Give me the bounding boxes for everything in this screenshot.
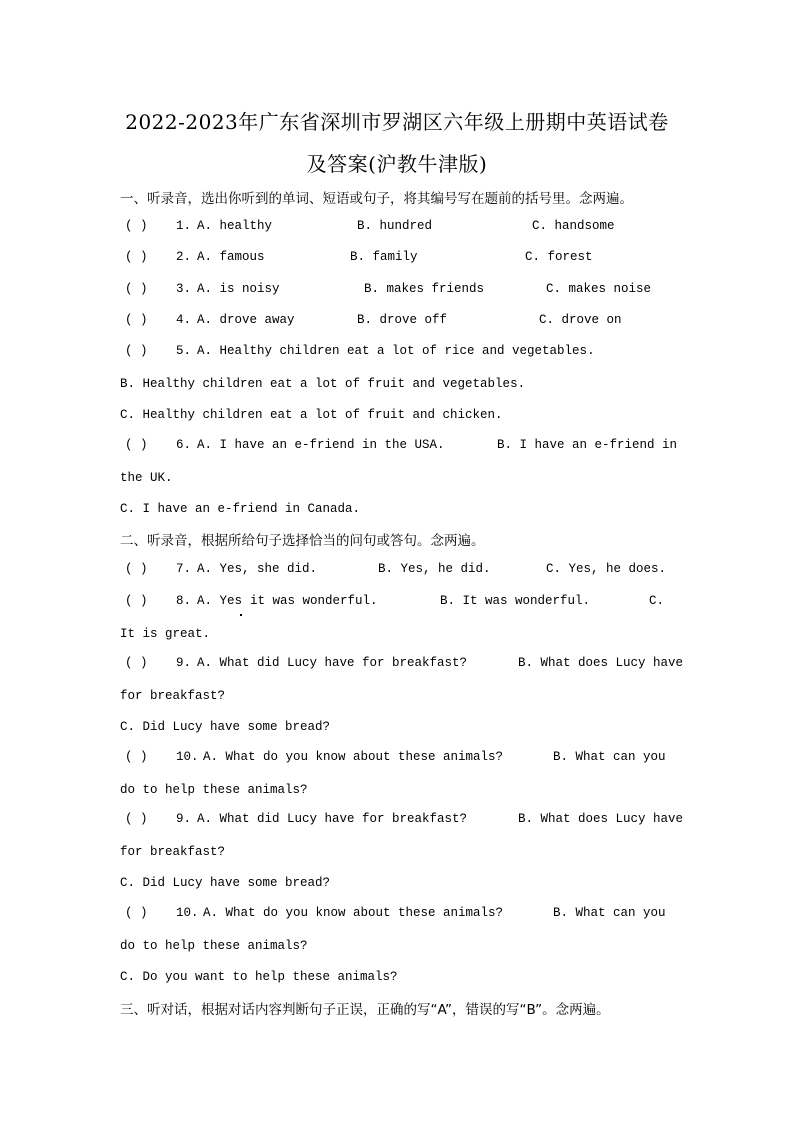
answer-bracket[interactable]: ( ): [125, 282, 148, 296]
option-b: B. family: [350, 250, 418, 264]
option-c: C. makes noise: [546, 282, 652, 296]
answer-bracket[interactable]: ( ): [125, 750, 148, 764]
option-a: A. Yes: [197, 594, 243, 608]
option-a: A. What did Lucy have for breakfast?: [197, 656, 468, 670]
question-number: 9.: [176, 812, 192, 826]
answer-bracket[interactable]: ( ): [125, 344, 148, 358]
answer-bracket[interactable]: ( ): [125, 812, 148, 826]
option-c: C. Do you want to help these animals?: [120, 970, 398, 984]
answer-bracket[interactable]: ( ): [125, 438, 148, 452]
option-c: C. Did Lucy have some bread?: [120, 720, 331, 734]
question-number: 8.: [176, 594, 192, 608]
option-b-continued: do to help these animals?: [120, 783, 308, 797]
section-1-heading: 一、听录音，选出你听到的单词、短语或句子，将其编号写在题前的括号里。念两遍。: [120, 191, 633, 207]
option-b: B. makes friends: [364, 282, 485, 296]
option-b-continued: for breakfast?: [120, 689, 226, 703]
option-b-continued: the UK.: [120, 471, 173, 485]
option-b: B. What can you: [553, 750, 666, 764]
question-number: 4.: [176, 313, 192, 327]
option-a: A. is noisy: [197, 282, 280, 296]
option-b: B. What does Lucy have: [518, 656, 684, 670]
question-number: 7.: [176, 562, 192, 576]
option-a: A. Yes, she did.: [197, 562, 318, 576]
option-a: A. I have an e-friend in the USA.: [197, 438, 445, 452]
option-b: B. Yes, he did.: [378, 562, 491, 576]
option-c-continued: It is great.: [120, 627, 211, 641]
option-a: A. What did Lucy have for breakfast?: [197, 812, 468, 826]
option-c: C. handsome: [532, 219, 615, 233]
section-2-heading: 二、听录音，根据所给句子选择恰当的问句或答句。念两遍。: [120, 533, 485, 549]
option-b-continued: do to help these animals?: [120, 939, 308, 953]
document-title-line-2: 及答案(沪教牛津版): [306, 152, 488, 176]
question-number: 2.: [176, 250, 192, 264]
answer-bracket[interactable]: ( ): [125, 656, 148, 670]
option-c: C. Did Lucy have some bread?: [120, 876, 331, 890]
answer-bracket[interactable]: ( ): [125, 562, 148, 576]
option-b: B. What can you: [553, 906, 666, 920]
option-b: B. Healthy children eat a lot of fruit and vegetables.: [120, 377, 526, 391]
question-number: 9.: [176, 656, 192, 670]
option-b: B. hundred: [357, 219, 433, 233]
answer-bracket[interactable]: ( ): [125, 250, 148, 264]
option-c: C. drove on: [539, 313, 622, 327]
question-number: 10.: [176, 750, 199, 764]
option-c: C. forest: [525, 250, 593, 264]
question-number: 10.: [176, 906, 199, 920]
option-a: A. drove away: [197, 313, 295, 327]
option-c: C.: [649, 594, 665, 608]
section-3-heading: 三、听对话，根据对话内容判断句子正误，正确的写“A”，错误的写“B”。念两遍。: [120, 1002, 610, 1018]
option-a: A. Healthy children eat a lot of rice and vegetables.: [197, 344, 595, 358]
option-c: C. Yes, he does.: [546, 562, 667, 576]
question-number: 5.: [176, 344, 192, 358]
question-number: 6.: [176, 438, 192, 452]
stray-comma-mark: [240, 614, 242, 616]
option-b: B. What does Lucy have: [518, 812, 684, 826]
option-c: C. Healthy children eat a lot of fruit and chicken.: [120, 408, 503, 422]
option-c: C. I have an e-friend in Canada.: [120, 502, 361, 516]
option-a: A. famous: [197, 250, 265, 264]
option-a: A. What do you know about these animals?: [203, 750, 504, 764]
question-number: 3.: [176, 282, 192, 296]
answer-bracket[interactable]: ( ): [125, 594, 148, 608]
option-b: B. It was wonderful.: [440, 594, 591, 608]
answer-bracket[interactable]: ( ): [125, 906, 148, 920]
option-b: B. drove off: [357, 313, 448, 327]
answer-bracket[interactable]: ( ): [125, 219, 148, 233]
option-a: A. healthy: [197, 219, 273, 233]
option-b-continued: for breakfast?: [120, 845, 226, 859]
option-a: A. What do you know about these animals?: [203, 906, 504, 920]
option-a-continued: it was wonderful.: [250, 594, 378, 608]
option-b: B. I have an e-friend in: [497, 438, 678, 452]
document-title-line-1: 2022-2023年广东省深圳市罗湖区六年级上册期中英语试卷: [125, 110, 669, 134]
answer-bracket[interactable]: ( ): [125, 313, 148, 327]
question-number: 1.: [176, 219, 192, 233]
